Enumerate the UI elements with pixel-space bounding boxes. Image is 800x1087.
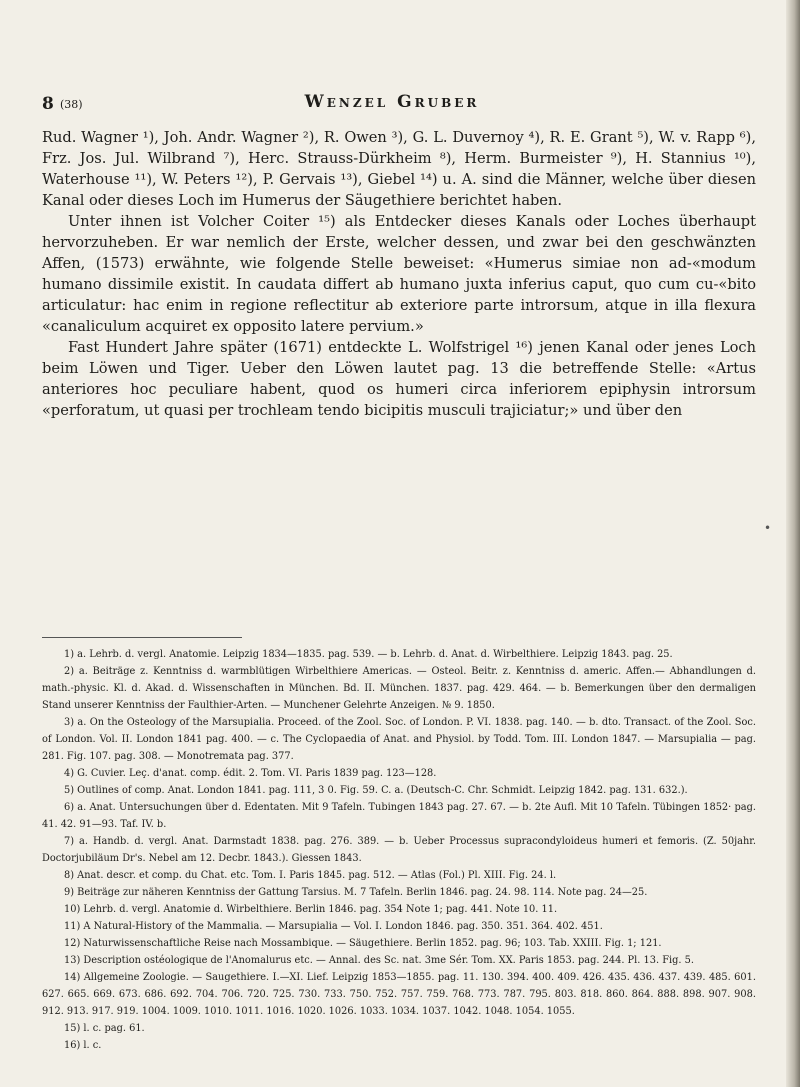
paragraph-3: Fast Hundert Jahre später (1671) entdeckte L. Wolfstrigel ¹⁶) jenen Kanal oder jenes Loch beim Löwen und Tiger. Ueber den Löwen lautet pag. 13 die betreffende Stelle: «Artus anteriores hoc peculiare habent, quod os humeri circa inferiorem epiphysin introrsum «perforatum, ut quasi per trochleam tendo bicipitis musculi trajiciatur;» und über den (42, 339, 756, 419)
footnote-12: 12) Naturwissenschaftliche Reise nach Mossambique. — Säugethiere. Berlin 1852. pag. 96; 103. Tab. XXIII. Fig. 1; 121. (64, 938, 662, 949)
footnote-3: 3) a. On the Osteology of the Marsupialia. Proceed. of the Zool. Soc. of London. P. VI. 1838. pag. 140. — b. dto. Transact. of the Zool. Soc. of London. Vol. II. London 1841 pag. 400. — c. The Cyclopaedia of Anat. and Physiol. by Todd. Tom. III. London 1847. — Marsupialia — pag. 281. Fig. 107. pag. 308. — Monotremata pag. 377. (42, 717, 756, 762)
footnote-9: 9) Beiträge zur näheren Kenntniss der Gattung Tarsius. M. 7 Tafeln. Berlin 1846. pag. 24. 98. 114. Note pag. 24—25. (64, 887, 648, 898)
footnote-8: 8) Anat. descr. et comp. du Chat. etc. Tom. I. Paris 1845. pag. 512. — Atlas (Fol.) Pl. XIII. Fig. 24. l. (64, 870, 557, 881)
footnote-5: 5) Outlines of comp. Anat. London 1841. pag. 111, 3 0. Fig. 59. C. a. (Deutsch-C. Chr. Schmidt. Leipzig 1842. pag. 131. 632.). (64, 785, 688, 796)
page-sub-number: (38) (60, 98, 83, 111)
paragraph-2: Unter ihnen ist Volcher Coiter ¹⁵) als Entdecker dieses Kanals oder Loches überhaupt hervorzuheben. Er war nemlich der Erste, welcher dessen, und zwar bei den geschwänzten Affen, (1573) erwähnte, wie folgende Stelle beweiset: «Humerus simiae non ad-«modum humano dissimile existit. In caudata differt ab humano juxta inferius caput, quo cum cu-«bito articulatur: hac enim in regione reflectitur ab exteriore parte introrsum, atque in illa flexura «canaliculum acquiret ex opposito latere pervium.» (42, 213, 756, 335)
footnote-6: 6) a. Anat. Untersuchungen über d. Edentaten. Mit 9 Tafeln. Tubingen 1843 pag. 27. 67. — b. 2te Aufl. Mit 10 Tafeln. Tübingen 1852· pag. 41. 42. 91—93. Taf. IV. b. (42, 802, 756, 830)
footnote-7: 7) a. Handb. d. vergl. Anat. Darmstadt 1838. pag. 276. 389. — b. Ueber Processus supracondyloideus humeri et femoris. (Z. 50jahr. Doctorjubiläum Dr's. Nebel am 12. Decbr. 1843.). Giessen 1843. (42, 836, 756, 864)
page-edge (786, 0, 800, 1087)
footnote-4: 4) G. Cuvier. Leç. d'anat. comp. édit. 2. Tom. VI. Paris 1839 pag. 123—128. (64, 768, 437, 779)
footnote-11: 11) A Natural-History of the Mammalia. — Marsupialia — Vol. I. London 1846. pag. 350. 351. 364. 402. 451. (64, 921, 603, 932)
running-title: Wenzel Gruber (304, 92, 480, 112)
footnote-13: 13) Description ostéologique de l'Anomalurus etc. — Annal. des Sc. nat. 3me Sér. Tom. XX. Paris 1853. pag. 244. Pl. 13. Fig. 5. (64, 955, 694, 966)
footnotes (42, 646, 756, 1054)
footnote-15: 15) l. c. pag. 61. (64, 1023, 145, 1034)
footnote-2: 2) a. Beiträge z. Kenntniss d. warmblütigen Wirbelthiere Americas. — Osteol. Beitr. z. Kenntniss d. americ. Affen.— Abhandlungen d. math.-physic. Kl. d. Akad. d. Wissenschaften in München. Bd. II. München. 1837. pag. 429. 464. — b. Bemerkungen über den dermaligen Stand unserer Kenntniss der Faulthier-Arten. — Munchener Gelehrte Anzeigen. № 9. 1850. (42, 666, 756, 711)
footnote-divider (42, 637, 242, 638)
footnote-16: 16) l. c. (64, 1040, 102, 1051)
page-number: 8 (42, 94, 54, 114)
footnote-10: 10) Lehrb. d. vergl. Anatomie d. Wirbelthiere. Berlin 1846. pag. 354 Note 1; pag. 441. Note 10. 11. (64, 904, 558, 915)
paragraph-1: Rud. Wagner ¹), Joh. Andr. Wagner ²), R. Owen ³), G. L. Duvernoy ⁴), R. E. Grant ⁵), W. v. Rapp ⁶), Frz. Jos. Jul. Wilbrand ⁷), Herc. Strauss-Dürkheim ⁸), Herm. Burmeister ⁹), H. Stannius ¹⁰), Waterhouse ¹¹), W. Peters ¹²), P. Gervais ¹³), Giebel ¹⁴) u. A. sind die Männer, welche über diesen Kanal oder dieses Loch im Humerus der Säugethiere berichtet haben. (42, 129, 756, 209)
page-header (42, 92, 742, 116)
body-text (42, 127, 756, 421)
footnote-14: 14) Allgemeine Zoologie. — Saugethiere. I.—XI. Lief. Leipzig 1853—1855. pag. 11. 130. 394. 400. 409. 426. 435. 436. 437. 439. 485. 601. 627. 665. 669. 673. 686. 692. 704. 706. 720. 725. 730. 733. 750. 752. 757. 759. 768. 773. 787. 795. 803. 818. 860. 864. 888. 898. 907. 908. 912. 913. 917. 919. 1004. 1009. 1010. 1011. 1016. 1020. 1026. 1033. 1034. 1037. 1042. 1048. 1054. 1055. (42, 972, 756, 1017)
margin-mark: • (764, 521, 772, 535)
footnote-1: 1) a. Lehrb. d. vergl. Anatomie. Leipzig 1834—1835. pag. 539. — b. Lehrb. d. Anat. d. Wirbelthiere. Leipzig 1843. pag. 25. (64, 649, 673, 660)
